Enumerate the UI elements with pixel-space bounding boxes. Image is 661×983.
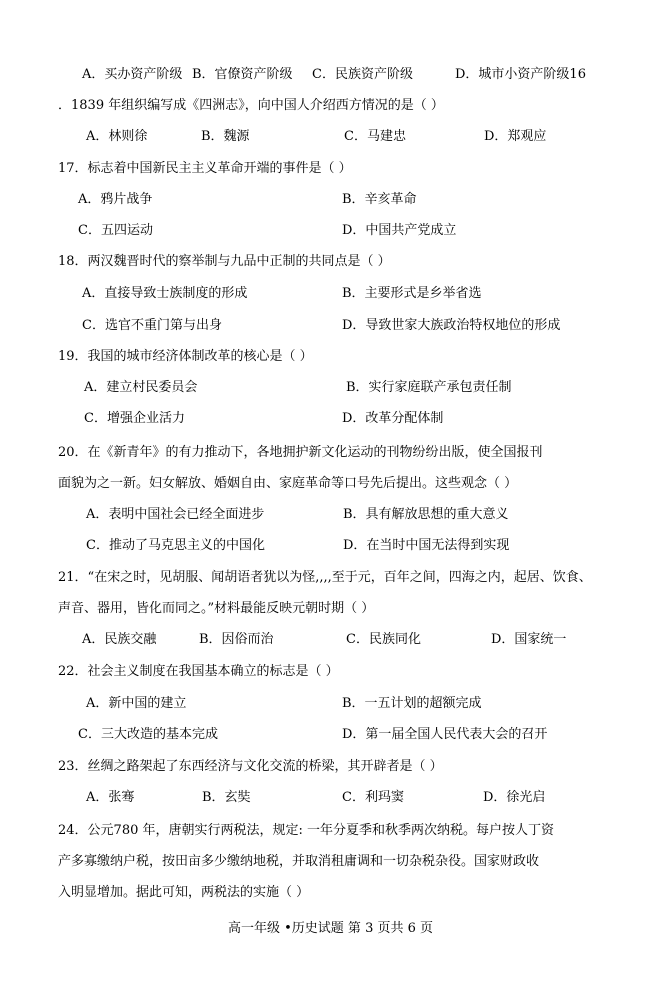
q22-option-c: C．三大改造的基本完成 (78, 727, 218, 742)
q20-option-b: B．具有解放思想的重大意义 (343, 507, 509, 522)
q24-stem-line2: 产多寡缴纳户税，按田亩多少缴纳地税，并取消租庸调和一切杂税杂役。国家财政收 (58, 854, 540, 869)
q21-stem-line1: 21．“在宋之时，见胡服、闻胡语者犹以为怪,,,,至于元，百年之间，四海之内，起居、饮食、 (58, 570, 592, 585)
q16-stem: ．1839 年组织编写成《四洲志》，向中国人介绍西方情况的是（ ） (58, 98, 444, 113)
q21-option-c: C．民族同化 (346, 632, 421, 647)
q15-option-c: C．民族资产阶级 (312, 67, 413, 82)
q23-option-a: A．张骞 (86, 790, 135, 805)
q23-option-c: C．利玛窦 (342, 790, 404, 805)
q22-option-a: A．新中国的建立 (86, 696, 187, 711)
q24-stem-line1: 24．公元780 年，唐朝实行两税法，规定: 一年分夏季和秋季两次纳税。每户按人丁资 (58, 823, 555, 838)
page-footer: 高一年级 •历史试题 第 3 页共 6 页 (228, 921, 434, 936)
q15-option-d: D．城市小资产阶级16 (455, 67, 586, 82)
q15-option-b: B．官僚资产阶级 (192, 67, 293, 82)
q16-option-d: D．郑观应 (484, 129, 547, 144)
q20-option-d: D．在当时中国无法得到实现 (343, 538, 510, 553)
q17-option-c: C．五四运动 (78, 223, 153, 238)
q19-option-a: A．建立村民委员会 (84, 380, 198, 395)
q22-stem: 22．社会主义制度在我国基本确立的标志是（ ） (58, 664, 339, 679)
q17-option-a: A．鸦片战争 (78, 192, 153, 207)
q17-option-b: B．辛亥革命 (342, 192, 417, 207)
q23-option-b: B．玄奘 (202, 790, 251, 805)
q16-option-c: C．马建忠 (344, 129, 406, 144)
q18-option-c: C．选官不重门第与出身 (82, 318, 222, 333)
q18-stem: 18．两汉魏晋时代的察举制与九品中正制的共同点是（ ） (58, 254, 391, 269)
q23-option-d: D．徐光启 (483, 790, 546, 805)
q15-option-a: A．买办资产阶级 (82, 67, 183, 82)
q19-option-b: B．实行家庭联产承包责任制 (346, 380, 512, 395)
q21-stem-line2: 声音、器用，皆化而同之。”材料最能反映元朝时期（ ） (58, 601, 375, 616)
q19-option-d: D．改革分配体制 (342, 411, 444, 426)
q21-option-d: D．国家统一 (491, 632, 567, 647)
q19-stem: 19．我国的城市经济体制改革的核心是（ ） (58, 349, 313, 364)
q17-option-d: D．中国共产党成立 (342, 223, 457, 238)
q16-option-a: A．林则徐 (86, 129, 148, 144)
q19-option-c: C．增强企业活力 (84, 411, 185, 426)
q23-stem: 23．丝绸之路架起了东西经济与文化交流的桥梁，其开辟者是（ ） (58, 759, 443, 774)
q24-stem-line3: 入明显增加。据此可知，两税法的实施（ ） (58, 885, 310, 900)
q18-option-b: B．主要形式是乡举省选 (342, 286, 482, 301)
q20-stem-line2: 面貌为之一新。妇女解放、婚姻自由、家庭革命等口号先后提出。这些观念（ ） (58, 476, 518, 491)
q20-option-c: C．推动了马克思主义的中国化 (86, 538, 265, 553)
q16-option-b: B．魏源 (201, 129, 250, 144)
q22-option-b: B．一五计划的超额完成 (342, 696, 482, 711)
q18-option-a: A．直接导致士族制度的形成 (82, 286, 248, 301)
q21-option-a: A．民族交融 (82, 632, 157, 647)
q18-option-d: D．导致世家大族政治特权地位的形成 (342, 318, 561, 333)
q20-option-a: A．表明中国社会已经全面进步 (86, 507, 265, 522)
q21-option-b: B．因俗而治 (199, 632, 274, 647)
q17-stem: 17．标志着中国新民主主义革命开端的事件是（ ） (58, 161, 352, 176)
q20-stem-line1: 20．在《新青年》的有力推动下，各地拥护新文化运动的刊物纷纷出版，使全国报刊 (58, 445, 543, 460)
q22-option-d: D．第一届全国人民代表大会的召开 (342, 727, 548, 742)
